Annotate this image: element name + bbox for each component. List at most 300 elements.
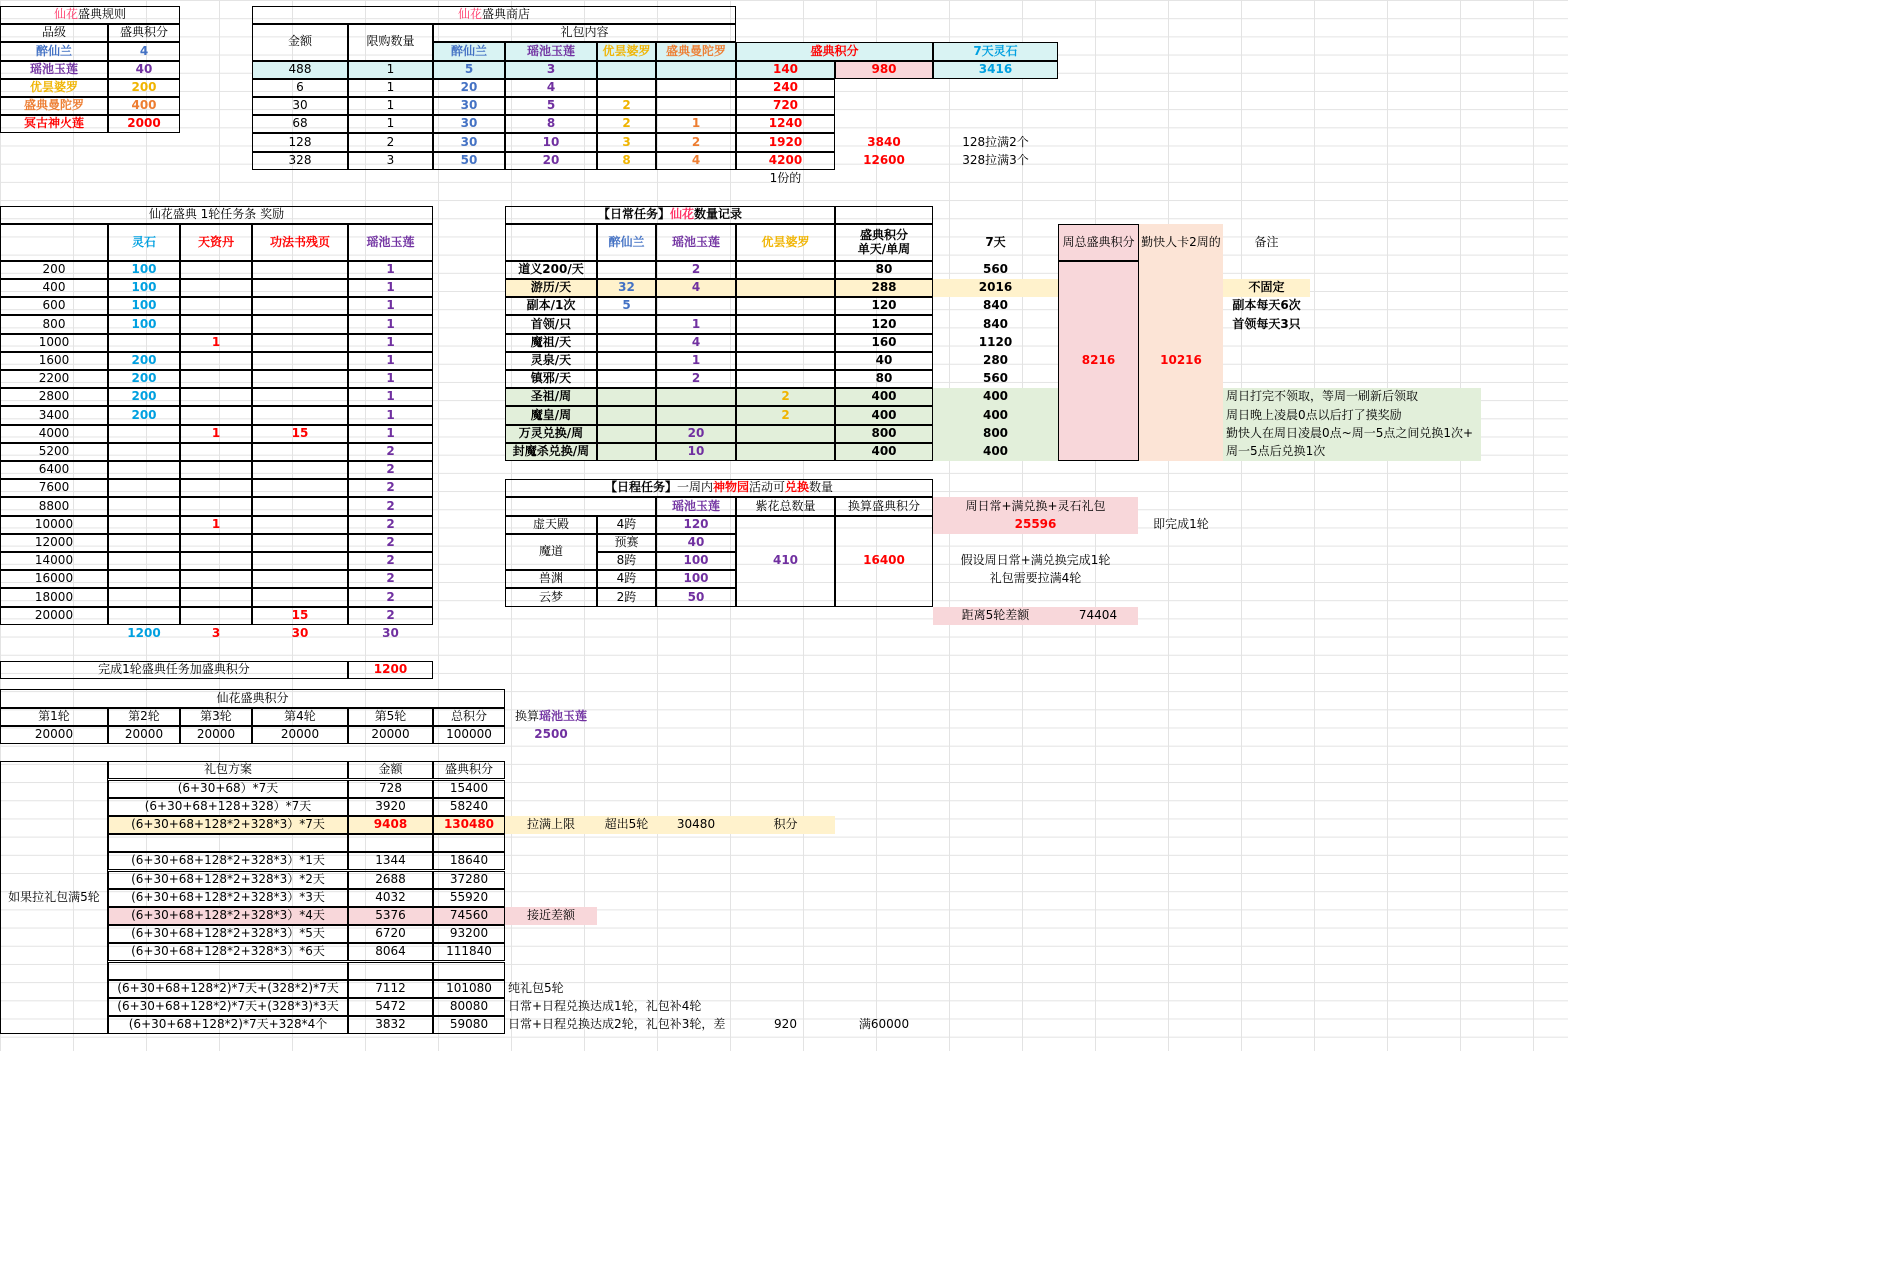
task-gongfa[interactable] [252, 334, 348, 352]
plans-formula[interactable]: (6+30+68+128*2+328*3）*2天 [108, 871, 348, 889]
daily-task-name[interactable]: 万灵兑换/周 [505, 425, 597, 443]
daily-f1[interactable] [597, 334, 656, 352]
task-lingshi[interactable]: 100 [108, 297, 180, 315]
daily-points[interactable]: 400 [835, 406, 933, 424]
daily-header-qinkuai[interactable]: 勤快人卡2周的 [1139, 224, 1223, 260]
daily-header-f1[interactable]: 醉仙兰 [597, 224, 656, 260]
task-threshold[interactable]: 12000 [0, 534, 108, 552]
plans-formula[interactable]: (6+30+68+128*2+328*3）*5天 [108, 925, 348, 943]
plans-amount[interactable]: 1344 [348, 852, 433, 870]
daily-title[interactable] [505, 206, 835, 224]
daily-task-name[interactable]: 副本/1次 [505, 297, 597, 315]
task-bonus-value[interactable]: 1200 [348, 661, 433, 679]
daily-task-name[interactable]: 灵泉/天 [505, 352, 597, 370]
task-threshold[interactable]: 400 [0, 279, 108, 297]
shop-f3[interactable] [597, 61, 656, 79]
shop-points-total[interactable]: 980 [835, 61, 933, 79]
task-total-yaochi[interactable]: 30 [382, 625, 399, 640]
plans-note-3[interactable]: 日常+日程兑换达成2轮，礼包补3轮，差 [508, 1017, 726, 1032]
task-tianzidan[interactable] [180, 607, 252, 625]
plans-amount[interactable]: 2688 [348, 871, 433, 889]
plans-points[interactable]: 111840 [433, 943, 505, 961]
shop-7day-value[interactable]: 3416 [933, 61, 1058, 79]
daily-header-f3[interactable]: 优昙婆罗 [736, 224, 835, 260]
daily-f2[interactable] [656, 406, 736, 424]
task-yaochi[interactable]: 2 [348, 552, 433, 570]
daily-f1[interactable] [597, 370, 656, 388]
daily-7day[interactable]: 400 [933, 388, 1058, 406]
sched-sub[interactable]: 8跨 [597, 552, 656, 570]
shop-header-limit[interactable]: 限购数量 [348, 24, 433, 60]
task-tianzidan[interactable]: 1 [180, 516, 252, 534]
task-yaochi[interactable]: 2 [348, 607, 433, 625]
plans-points[interactable]: 37280 [433, 871, 505, 889]
shop-limit[interactable]: 1 [348, 79, 433, 97]
shop-f3[interactable]: 8 [597, 152, 656, 170]
task-header-yaochi[interactable]: 瑶池玉莲 [348, 224, 433, 260]
rules-header-grade[interactable]: 品级 [0, 24, 108, 42]
daily-7day[interactable]: 1120 [978, 334, 1013, 349]
daily-f3[interactable]: 2 [736, 406, 835, 424]
task-lingshi[interactable] [108, 443, 180, 461]
task-gongfa[interactable] [252, 370, 348, 388]
daily-7day[interactable]: 2016 [933, 279, 1058, 297]
shop-f4[interactable] [656, 61, 736, 79]
shop-points[interactable]: 4200 [736, 152, 835, 170]
points-round-header[interactable]: 第3轮 [180, 708, 252, 726]
plans-formula[interactable]: (6+30+68+128*2)*7天+(328*2)*7天 [108, 980, 348, 998]
daily-7day[interactable]: 840 [982, 316, 1009, 331]
daily-f2[interactable]: 1 [656, 352, 736, 370]
shop-points[interactable]: 240 [736, 79, 835, 97]
daily-f3[interactable] [736, 334, 835, 352]
daily-f3[interactable] [736, 315, 835, 333]
task-threshold[interactable]: 8800 [0, 497, 108, 515]
shop-title[interactable] [252, 6, 736, 24]
daily-f3[interactable]: 2 [736, 388, 835, 406]
plans-formula[interactable]: (6+30+68+128*2+328*3）*4天 [108, 907, 348, 925]
daily-f1[interactable] [597, 352, 656, 370]
points-round-header[interactable]: 第2轮 [108, 708, 180, 726]
daily-7day[interactable]: 400 [933, 443, 1058, 461]
shop-note[interactable]: 128拉满2个 [962, 134, 1029, 149]
daily-f1[interactable] [597, 425, 656, 443]
plans-points[interactable]: 93200 [433, 925, 505, 943]
sched-gap-value[interactable]: 74404 [1058, 607, 1138, 625]
sched-assume-1[interactable]: 假设周日常+满兑换完成1轮 [960, 553, 1111, 568]
task-header-lingshi[interactable]: 灵石 [108, 224, 180, 260]
plans-formula[interactable]: (6+30+68+128*2+328*3）*1天 [108, 852, 348, 870]
task-yaochi[interactable]: 2 [348, 497, 433, 515]
shop-f1[interactable]: 50 [433, 152, 505, 170]
task-yaochi[interactable]: 1 [348, 315, 433, 333]
points-round-header[interactable]: 第4轮 [252, 708, 348, 726]
daily-points[interactable]: 288 [835, 279, 933, 297]
task-gongfa[interactable] [252, 443, 348, 461]
daily-f2[interactable]: 1 [656, 315, 736, 333]
shop-f3[interactable]: 3 [597, 133, 656, 151]
daily-f3[interactable] [736, 352, 835, 370]
daily-task-name[interactable]: 镇邪/天 [505, 370, 597, 388]
shop-f4[interactable]: 1 [656, 115, 736, 133]
plans-points[interactable]: 101080 [433, 980, 505, 998]
sched-name[interactable]: 虚天殿 [505, 516, 597, 534]
task-tianzidan[interactable] [180, 261, 252, 279]
sched-value[interactable]: 40 [656, 534, 736, 552]
sched-total[interactable]: 410 [736, 516, 835, 607]
plans-amount[interactable]: 5376 [348, 907, 433, 925]
shop-note[interactable] [933, 79, 1058, 97]
points-conv-value[interactable]: 2500 [534, 726, 568, 741]
shop-note[interactable]: 328拉满3个 [962, 152, 1029, 167]
task-lingshi[interactable] [108, 534, 180, 552]
task-gongfa[interactable] [252, 352, 348, 370]
daily-note[interactable]: 周日打完不领取，等周一刷新后领取 [1223, 388, 1481, 406]
task-lingshi[interactable]: 100 [108, 279, 180, 297]
plans-amount[interactable]: 728 [348, 780, 433, 798]
sched-header-blank[interactable] [505, 497, 656, 515]
daily-note[interactable] [1223, 261, 1310, 279]
task-tianzidan[interactable] [180, 461, 252, 479]
plans-formula[interactable]: (6+30+68+128*2)*7天+(328*3)*3天 [108, 998, 348, 1016]
daily-task-name[interactable]: 魔祖/天 [505, 334, 597, 352]
task-tianzidan[interactable] [180, 406, 252, 424]
task-bonus-label[interactable]: 完成1轮盛典任务加盛典积分 [0, 661, 348, 679]
daily-f2[interactable]: 20 [656, 425, 736, 443]
daily-note[interactable] [1223, 370, 1310, 388]
shop-header-f3[interactable]: 优昙婆罗 [597, 42, 656, 60]
shop-f4[interactable] [656, 97, 736, 115]
task-lingshi[interactable] [108, 570, 180, 588]
shop-f2[interactable]: 5 [505, 97, 597, 115]
rules-points-cell[interactable]: 4 [108, 42, 180, 60]
plans-side-label[interactable]: 如果拉礼包满5轮 [0, 761, 108, 1034]
points-round-value[interactable]: 20000 [108, 726, 180, 744]
daily-f1[interactable] [597, 406, 656, 424]
daily-task-name[interactable]: 魔皇/周 [505, 406, 597, 424]
daily-f3[interactable] [736, 279, 835, 297]
shop-f4[interactable]: 4 [656, 152, 736, 170]
daily-header-blank[interactable] [505, 224, 597, 260]
daily-f2[interactable]: 2 [656, 261, 736, 279]
task-tianzidan[interactable] [180, 352, 252, 370]
shop-limit[interactable]: 1 [348, 97, 433, 115]
plans-note-2[interactable]: 日常+日程兑换达成1轮，礼包补4轮 [508, 999, 702, 1014]
daily-note[interactable]: 周一5点后兑换1次 [1223, 443, 1481, 461]
shop-limit[interactable]: 1 [348, 115, 433, 133]
plans-points[interactable] [433, 962, 505, 980]
plans-formula[interactable]: (6+30+68+128+328）*7天 [108, 798, 348, 816]
task-threshold[interactable]: 1600 [0, 352, 108, 370]
task-yaochi[interactable]: 2 [348, 516, 433, 534]
task-lingshi[interactable] [108, 588, 180, 606]
sched-side-note[interactable]: 即完成1轮 [1153, 516, 1209, 531]
plans-points[interactable]: 58240 [433, 798, 505, 816]
shop-amount[interactable]: 488 [252, 61, 348, 79]
task-total-gongfa[interactable]: 30 [291, 625, 309, 640]
daily-7day[interactable]: 400 [933, 406, 1058, 424]
task-yaochi[interactable]: 1 [348, 406, 433, 424]
task-threshold[interactable]: 1000 [0, 334, 108, 352]
task-tianzidan[interactable] [180, 443, 252, 461]
sched-header-yaochi[interactable]: 瑶池玉莲 [656, 497, 736, 515]
plans-max-value[interactable]: 30480 [656, 816, 736, 834]
rules-header-points[interactable]: 盛典积分 [108, 24, 180, 42]
plans-amount[interactable]: 7112 [348, 980, 433, 998]
task-tianzidan[interactable]: 1 [180, 425, 252, 443]
task-tianzidan[interactable] [180, 370, 252, 388]
points-round-value[interactable]: 20000 [348, 726, 433, 744]
daily-f2[interactable]: 10 [656, 443, 736, 461]
task-lingshi[interactable]: 200 [108, 388, 180, 406]
task-gongfa[interactable] [252, 315, 348, 333]
daily-f2[interactable]: 2 [656, 370, 736, 388]
plans-header-plan[interactable]: 礼包方案 [108, 761, 348, 779]
plans-formula[interactable]: (6+30+68+128*2+328*3）*7天 [108, 816, 348, 834]
daily-f1[interactable]: 32 [597, 279, 656, 297]
shop-f2[interactable]: 10 [505, 133, 597, 151]
shop-f3[interactable]: 2 [597, 97, 656, 115]
shop-header-f1[interactable]: 醉仙兰 [433, 42, 505, 60]
daily-points[interactable]: 40 [835, 352, 933, 370]
daily-points[interactable]: 80 [835, 370, 933, 388]
sched-sub[interactable]: 2跨 [597, 588, 656, 606]
sched-sub[interactable]: 4跨 [597, 516, 656, 534]
task-threshold[interactable]: 4000 [0, 425, 108, 443]
sched-header-points[interactable]: 换算盛典积分 [835, 497, 933, 515]
plans-note-3-target[interactable]: 满60000 [858, 1017, 910, 1032]
task-tianzidan[interactable] [180, 388, 252, 406]
plans-note-3-value[interactable]: 920 [774, 1017, 797, 1032]
daily-f1[interactable]: 5 [597, 297, 656, 315]
task-threshold[interactable]: 800 [0, 315, 108, 333]
shop-note[interactable] [933, 97, 1058, 115]
sched-value[interactable]: 50 [656, 588, 736, 606]
plans-max-label[interactable]: 拉满上限 [505, 816, 597, 834]
daily-task-name[interactable]: 封魔杀兑换/周 [505, 443, 597, 461]
task-lingshi[interactable]: 200 [108, 370, 180, 388]
shop-points[interactable]: 1920 [736, 133, 835, 151]
rules-grade-cell[interactable]: 瑶池玉莲 [0, 61, 108, 79]
task-tianzidan[interactable] [180, 588, 252, 606]
points-round-value[interactable]: 100000 [433, 726, 505, 744]
daily-header-note[interactable]: 备注 [1254, 234, 1279, 249]
sched-gap-label[interactable]: 距离5轮差额 [933, 607, 1058, 625]
plans-points[interactable]: 80080 [433, 998, 505, 1016]
plans-amount[interactable]: 9408 [348, 816, 433, 834]
task-threshold[interactable]: 5200 [0, 443, 108, 461]
task-yaochi[interactable]: 2 [348, 443, 433, 461]
task-lingshi[interactable] [108, 607, 180, 625]
task-lingshi[interactable]: 100 [108, 261, 180, 279]
plans-header-points[interactable]: 盛典积分 [433, 761, 505, 779]
task-yaochi[interactable]: 2 [348, 588, 433, 606]
sched-name[interactable]: 云梦 [505, 588, 597, 606]
task-header-tianzidan[interactable]: 天资丹 [180, 224, 252, 260]
points-title[interactable]: 仙花盛典积分 [0, 689, 505, 707]
task-tianzidan[interactable] [180, 497, 252, 515]
task-yaochi[interactable]: 2 [348, 534, 433, 552]
task-gongfa[interactable]: 15 [252, 607, 348, 625]
shop-header-f2[interactable]: 瑶池玉莲 [505, 42, 597, 60]
rules-grade-cell[interactable]: 盛典曼陀罗 [0, 97, 108, 115]
shop-points-total[interactable]: 12600 [863, 152, 905, 167]
shop-amount[interactable]: 30 [252, 97, 348, 115]
task-tianzidan[interactable] [180, 570, 252, 588]
sched-side-title[interactable]: 周日常+满兑换+灵石礼包 [933, 497, 1138, 515]
daily-note[interactable]: 副本每天6次 [1232, 298, 1301, 313]
plans-points[interactable] [433, 834, 505, 852]
task-lingshi[interactable] [108, 461, 180, 479]
shop-limit[interactable]: 1 [348, 61, 433, 79]
points-round-value[interactable]: 20000 [252, 726, 348, 744]
rules-title[interactable] [0, 6, 180, 24]
daily-task-name[interactable]: 圣祖/周 [505, 388, 597, 406]
task-gongfa[interactable] [252, 406, 348, 424]
plans-formula[interactable]: (6+30+68+128*2+328*3）*6天 [108, 943, 348, 961]
plans-amount[interactable]: 4032 [348, 889, 433, 907]
daily-points[interactable]: 80 [835, 261, 933, 279]
sched-side-value[interactable]: 25596 [933, 516, 1138, 534]
daily-f1[interactable] [597, 315, 656, 333]
sched-value[interactable]: 100 [656, 552, 736, 570]
daily-f2[interactable]: 4 [656, 334, 736, 352]
plans-points[interactable]: 74560 [433, 907, 505, 925]
daily-points[interactable]: 800 [835, 425, 933, 443]
sched-title[interactable] [505, 479, 933, 497]
task-threshold[interactable]: 10000 [0, 516, 108, 534]
task-lingshi[interactable] [108, 425, 180, 443]
daily-title-blank[interactable] [835, 206, 933, 224]
plans-formula[interactable]: (6+30+68+128*2)*7天+328*4个 [108, 1016, 348, 1034]
sched-header-total[interactable]: 紫花总数量 [736, 497, 835, 515]
shop-f2[interactable]: 4 [505, 79, 597, 97]
task-gongfa[interactable]: 15 [252, 425, 348, 443]
task-total-tianzidan[interactable]: 3 [211, 625, 221, 640]
task-threshold[interactable]: 18000 [0, 588, 108, 606]
sched-sub[interactable]: 4跨 [597, 570, 656, 588]
task-total-lingshi[interactable]: 1200 [127, 625, 161, 640]
daily-f2[interactable] [656, 297, 736, 315]
daily-f1[interactable] [597, 443, 656, 461]
daily-header-f2[interactable]: 瑶池玉莲 [656, 224, 736, 260]
plans-amount[interactable]: 3832 [348, 1016, 433, 1034]
rules-grade-cell[interactable]: 醉仙兰 [0, 42, 108, 60]
daily-header-week[interactable]: 周总盛典积分 [1058, 224, 1139, 260]
points-conversion[interactable] [505, 708, 597, 726]
task-yaochi[interactable]: 1 [348, 388, 433, 406]
task-threshold[interactable]: 3400 [0, 406, 108, 424]
task-yaochi[interactable]: 1 [348, 279, 433, 297]
shop-header-7day[interactable]: 7天灵石 [933, 42, 1058, 60]
shop-limit[interactable]: 3 [348, 152, 433, 170]
daily-f2[interactable] [656, 388, 736, 406]
daily-note[interactable] [1223, 352, 1310, 370]
shop-amount[interactable]: 6 [252, 79, 348, 97]
task-lingshi[interactable]: 200 [108, 352, 180, 370]
task-yaochi[interactable]: 1 [348, 261, 433, 279]
task-tianzidan[interactable] [180, 315, 252, 333]
shop-f3[interactable]: 2 [597, 115, 656, 133]
plans-amount[interactable]: 6720 [348, 925, 433, 943]
shop-f4[interactable] [656, 79, 736, 97]
plans-points[interactable]: 59080 [433, 1016, 505, 1034]
task-yaochi[interactable]: 2 [348, 479, 433, 497]
shop-f2[interactable]: 20 [505, 152, 597, 170]
plans-max-over[interactable]: 超出5轮 [597, 816, 656, 834]
task-threshold[interactable]: 600 [0, 297, 108, 315]
task-gongfa[interactable] [252, 534, 348, 552]
shop-points-total[interactable] [835, 115, 933, 133]
points-round-value[interactable]: 20000 [180, 726, 252, 744]
points-round-header[interactable]: 第1轮 [0, 708, 108, 726]
shop-amount[interactable]: 128 [252, 133, 348, 151]
task-gongfa[interactable] [252, 516, 348, 534]
shop-amount[interactable]: 68 [252, 115, 348, 133]
shop-points-total[interactable] [835, 79, 933, 97]
sched-value[interactable]: 120 [656, 516, 736, 534]
task-tianzidan[interactable] [180, 279, 252, 297]
shop-limit[interactable]: 2 [348, 133, 433, 151]
plans-points[interactable]: 55920 [433, 889, 505, 907]
daily-f3[interactable] [736, 443, 835, 461]
shop-amount[interactable]: 328 [252, 152, 348, 170]
daily-note[interactable]: 周日晚上凌晨0点以后打了摸奖励 [1223, 406, 1481, 424]
task-yaochi[interactable]: 1 [348, 370, 433, 388]
task-yaochi[interactable]: 1 [348, 297, 433, 315]
task-lingshi[interactable]: 100 [108, 315, 180, 333]
plans-amount[interactable]: 8064 [348, 943, 433, 961]
plans-amount[interactable] [348, 834, 433, 852]
points-round-header[interactable]: 第5轮 [348, 708, 433, 726]
daily-note[interactable]: 勤快人在周日凌晨0点~周一5点之间兑换1次+ [1223, 425, 1481, 443]
plans-note-1[interactable]: 纯礼包5轮 [508, 980, 564, 995]
task-threshold[interactable]: 2200 [0, 370, 108, 388]
task-yaochi[interactable]: 2 [348, 570, 433, 588]
task-threshold[interactable]: 7600 [0, 479, 108, 497]
shop-points[interactable]: 140 [736, 61, 835, 79]
daily-7day[interactable]: 840 [982, 298, 1009, 313]
plans-formula[interactable] [108, 834, 348, 852]
rules-grade-cell[interactable]: 优昙婆罗 [0, 79, 108, 97]
shop-f2[interactable]: 8 [505, 115, 597, 133]
shop-f2[interactable]: 3 [505, 61, 597, 79]
shop-note[interactable] [933, 115, 1058, 133]
daily-note[interactable]: 不固定 [1223, 279, 1310, 297]
sched-name[interactable]: 兽渊 [505, 570, 597, 588]
daily-f3[interactable] [736, 261, 835, 279]
shop-f1[interactable]: 30 [433, 133, 505, 151]
sched-value[interactable]: 100 [656, 570, 736, 588]
daily-task-name[interactable]: 游历/天 [505, 279, 597, 297]
task-title[interactable]: 仙花盛典 1轮任务条 奖励 [0, 206, 433, 224]
task-threshold[interactable]: 14000 [0, 552, 108, 570]
sched-sub[interactable]: 预赛 [597, 534, 656, 552]
task-lingshi[interactable] [108, 479, 180, 497]
plans-formula[interactable]: (6+30+68+128*2+328*3）*3天 [108, 889, 348, 907]
task-gongfa[interactable] [252, 388, 348, 406]
task-lingshi[interactable] [108, 497, 180, 515]
plans-points[interactable]: 130480 [433, 816, 505, 834]
daily-7day[interactable]: 560 [982, 261, 1009, 276]
plans-formula[interactable] [108, 962, 348, 980]
daily-points[interactable]: 400 [835, 443, 933, 461]
shop-header-content[interactable]: 礼包内容 [433, 24, 736, 42]
daily-7day[interactable]: 800 [933, 425, 1058, 443]
rules-points-cell[interactable]: 200 [108, 79, 180, 97]
rules-grade-cell[interactable]: 冥古神火莲 [0, 115, 108, 133]
rules-points-cell[interactable]: 400 [108, 97, 180, 115]
